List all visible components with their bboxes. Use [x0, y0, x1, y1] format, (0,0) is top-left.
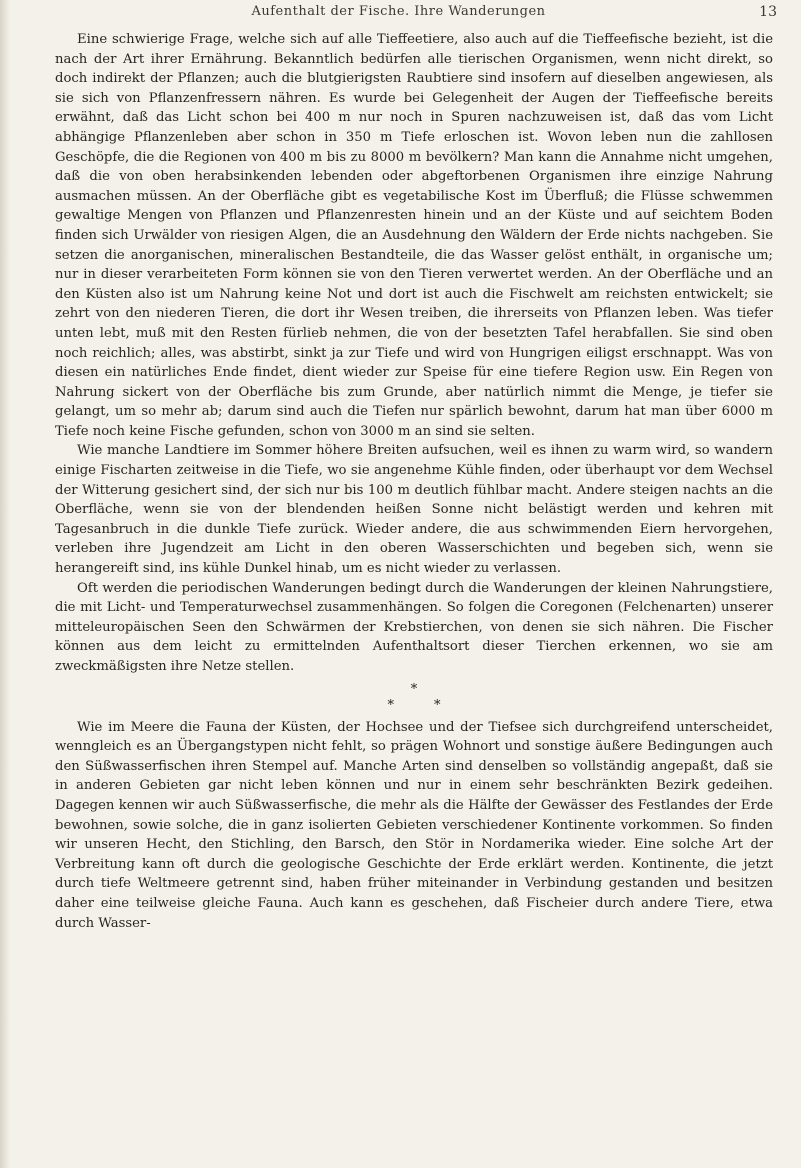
paragraph-vertical-migrations: Wie manche Landtiere im Sommer höhere Breiten aufsuchen, weil es ihnen zu warm wird, so wandern einige Fischarten zeitweise in die Tiefe, wo sie angenehme Kühle finden, oder überhaupt vor dem Wechsel der Witterung gesichert sind, der sich nur bis 100 m deutlich fühlbar macht. Andere steigen nachts an die Oberfläche, wenn sie von der blendenden heißen Sonne nicht belästigt werden und kehren mit Tagesanbruch in die dunkle Tiefe zurück. Wieder andere, die aus schwimmenden Eiern hervorgehen, verleben ihre Jugendzeit am Licht in den oberen Wasserschichten und begeben sich, wenn sie herangereift sind, ins kühle Dunkel hinab, um es nicht wieder zu verlassen.	[55, 443, 773, 577]
running-head: Aufenthalt der Fische. Ihre Wanderungen	[251, 4, 546, 19]
body-text	[55, 30, 773, 933]
paragraph-food-in-deep-sea: Eine schwierige Frage, welche sich auf alle Tieffeetiere, also auch auf die Tieffeefische bezieht, ist die nach der Art ihrer Ernährung. Bekanntlich bedürfen alle tierischen Organismen, wenn nicht direkt, so doch indirekt der Pflanzen; auch die blutgierigsten Raubtiere sind insofern auf dieselben angewiesen, als sie sich von Pflanzenfressern nähren. Es wurde bei Gelegenheit der Augen der Tieffeefische bereits erwähnt, daß das Licht schon bei 400 m nur noch in Spuren nachzuweisen ist, daß das vom Licht abhängige Pflanzenleben aber schon in 350 m Tiefe erloschen ist. Wovon leben nun die zahllosen Geschöpfe, die die Regionen von 400 m bis zu 8000 m bevölkern? Man kann die Annahme nicht umgehen, daß die von oben herabsinkenden lebenden oder abgeftorbenen Organismen ihre einzige Nahrung ausmachen müssen. An der Oberfläche gibt es vegetabilische Kost im Überfluß; die Flüsse schwemmen gewaltige Mengen von Pflanzen und Pflanzenresten hinein und an der Küste und auf seichtem Boden finden sich Urwälder von riesigen Algen, die an Ausdehnung den Wäldern der Erde nichts nachgeben. Sie setzen die anorganischen, mineralischen Bestandteile, die das Wasser gelöst enthält, in organische um; nur in dieser verarbeiteten Form können sie von den Tieren verwertet werden. An der Oberfläche und an den Küsten also ist um Nahrung keine Not und dort ist auch die Fischwelt am reichsten entwickelt; sie zehrt von den niederen Tieren, die dort ihr Wesen treiben, die ihrerseits von Pflanzen leben. Was tiefer unten lebt, muß mit den Resten fürlieb nehmen, die von der besetzten Tafel herabfallen. Sie sind oben noch reichlich; alles, was abstirbt, sinkt ja zur Tiefe und wird von Hungrigen eiligst erschnappt. Was von diesen ein natürliches Ende findet, dient wieder zur Speise für eine tiefere Region usw. Ein Regen von Nahrung sickert von der Oberfläche bis zum Grunde, aber natürlich nimmt die Menge, je tiefer sie gelangt, um so mehr ab; darum sind auch die Tiefen nur spärlich bewohnt, darum hat man über 6000 m Tiefe noch keine Fische gefunden, schon von 3000 m an sind sie selten.	[55, 32, 773, 439]
section-separator	[55, 682, 773, 714]
page-header	[60, 4, 777, 24]
page-gutter-shadow	[0, 0, 10, 1168]
paragraph-periodic-migrations: Oft werden die periodischen Wanderungen bedingt durch die Wanderungen der kleinen Nahrungstiere, die mit Licht- und Temperaturwechsel zusammenhängen. So folgen die Coregonen (Felchenarten) unserer mitteleuropäischen Seen den Schwärmen der Krebstierchen, von denen sie sich nähren. Die Fischer können aus dem leicht zu ermittelnden Aufenthaltsort dieser Tierchen erkennen, wo sie am zweckmäßigsten ihre Netze stellen.	[55, 580, 773, 674]
separator-star-left: *	[387, 697, 434, 713]
page-number: 13	[759, 4, 777, 20]
separator-star-top: *	[410, 681, 458, 697]
separator-star-right: *	[434, 697, 481, 713]
paragraph-freshwater-fauna: Wie im Meere die Fauna der Küsten, der Hochsee und der Tiefsee sich durchgreifend unterscheidet, wenngleich es an Übergangstypen nicht fehlt, so prägen Wohnort und sonstige äußere Bedingungen auch den Süßwasserfischen ihren Stempel auf. Manche Arten sind denselben so vollständig angepaßt, daß sie in anderen Gebieten gar nicht leben können und nur in einem sehr beschränkten Bezirk gedeihen. Dagegen kennen wir auch Süßwasserfische, die mehr als die Hälfte der Gewässer des Festlandes der Erde bewohnen, sowie solche, die in ganz isolierten Gebieten verschiedener Kontinente vorkommen. So finden wir unseren Hecht, den Stichling, den Barsch, den Stör in Nordamerika wieder. Eine solche Art der Verbreitung kann oft durch die geologische Geschichte der Erde erklärt werden. Kontinente, die jetzt durch tiefe Weltmeere getrennt sind, haben früher miteinander in Verbindung gestanden und besitzen daher eine teilweise gleiche Fauna. Auch kann es geschehen, daß Fischeier durch andere Tiere, etwa durch Wasser-	[55, 719, 773, 931]
